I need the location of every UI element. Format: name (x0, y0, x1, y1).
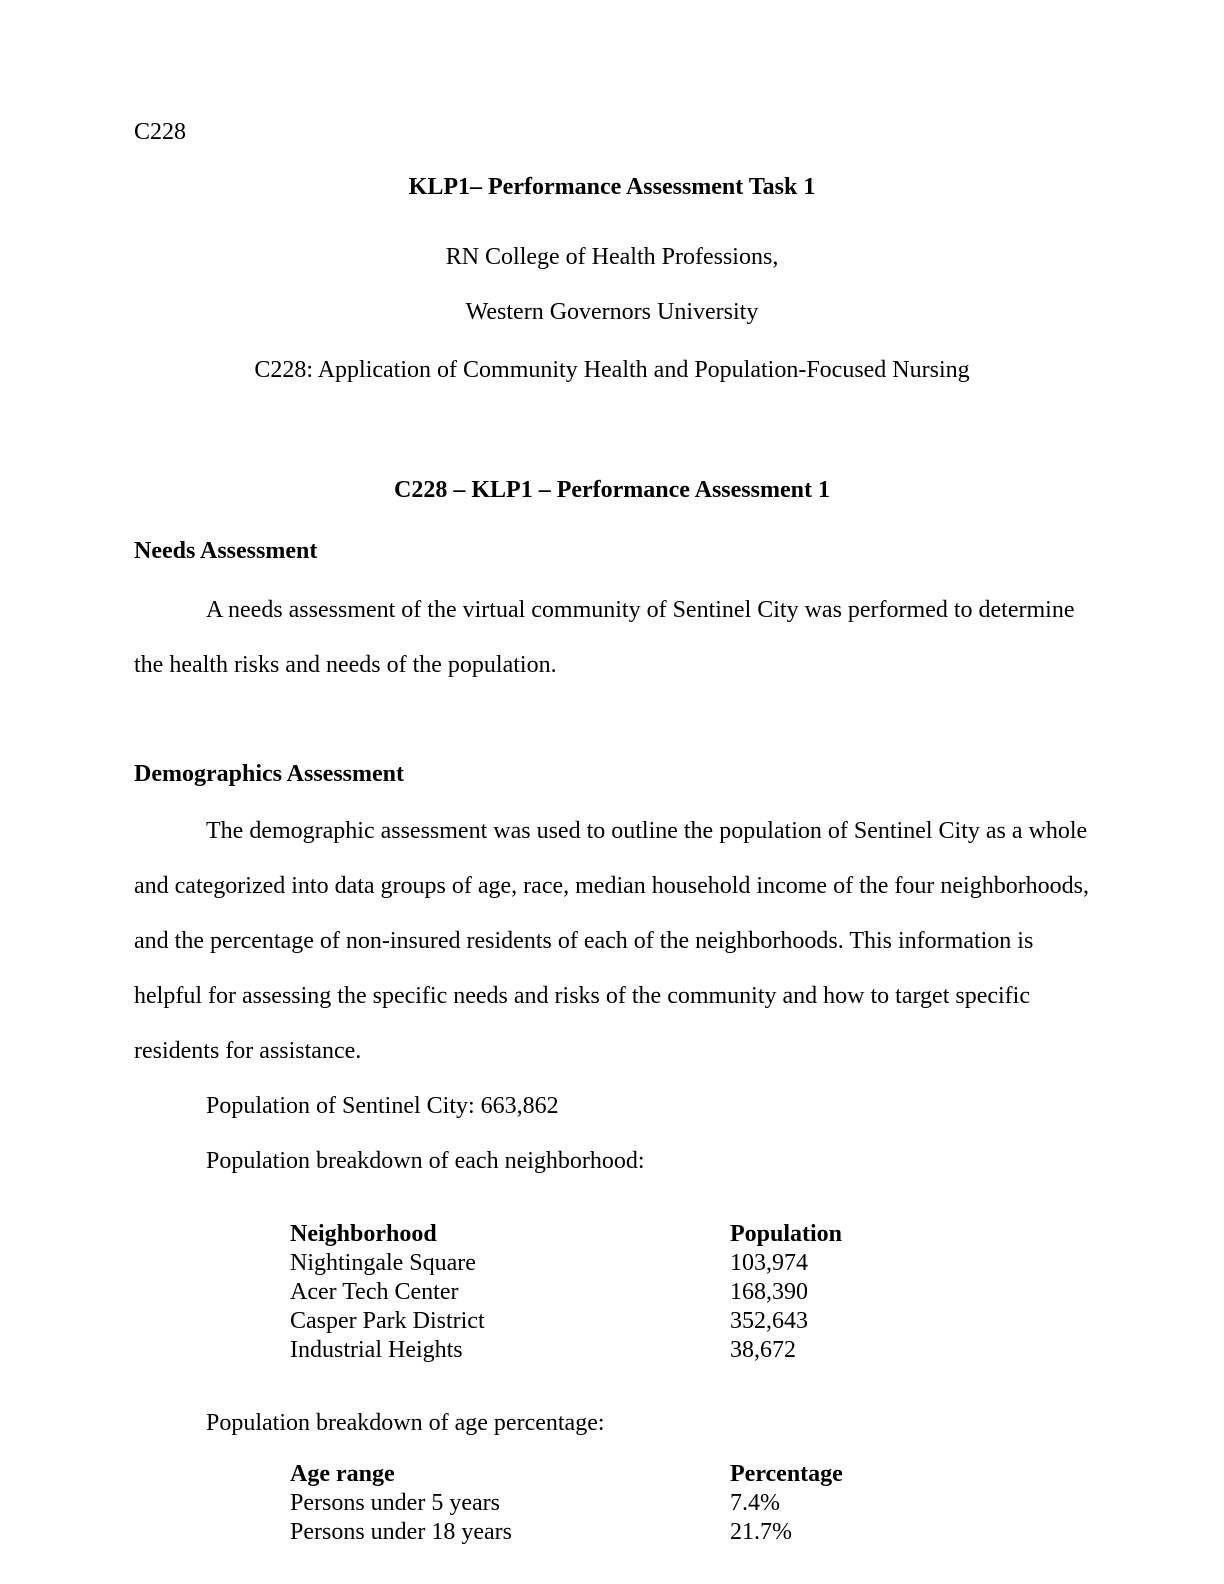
age-percentage-table (290, 1460, 1090, 1547)
table-row (290, 1278, 1090, 1307)
neighborhood-population: 38,672 (730, 1337, 796, 1363)
column-header-population: Population (730, 1221, 843, 1247)
neighborhood-name: Acer Tech Center (290, 1279, 459, 1305)
needs-assessment-paragraph: A needs assessment of the virtual community of Sentinel City was performed to determine the health risks and needs of the population. (134, 597, 1075, 678)
affiliation-line-1: RN College of Health Professions, (445, 244, 779, 270)
neighborhood-name: Casper Park District (290, 1308, 485, 1334)
table-row (290, 1489, 1090, 1518)
neighborhood-breakdown-intro: Population breakdown of each neighborhood: (206, 1148, 645, 1174)
needs-assessment-heading: Needs Assessment (134, 538, 318, 564)
document-title: KLP1– Performance Assessment Task 1 (408, 174, 816, 200)
age-range: Persons under 5 years (290, 1490, 500, 1516)
table-row (290, 1518, 1090, 1547)
age-breakdown-intro: Population breakdown of age percentage: (206, 1410, 605, 1436)
age-percentage: 7.4% (730, 1490, 780, 1516)
neighborhood-population: 103,974 (730, 1250, 808, 1276)
table-header-row (290, 1460, 1090, 1489)
column-header-percentage: Percentage (730, 1461, 843, 1487)
demographics-assessment-heading: Demographics Assessment (134, 761, 404, 787)
age-percentage: 21.7% (730, 1519, 792, 1545)
population-total-line: Population of Sentinel City: 663,862 (206, 1093, 559, 1119)
table-row (290, 1249, 1090, 1278)
age-range: Persons under 18 years (290, 1519, 512, 1545)
table-row (290, 1307, 1090, 1336)
table-row (290, 1336, 1090, 1365)
course-title-line: C228: Application of Community Health and Population-Focused Nursing (254, 357, 970, 383)
column-header-age-range: Age range (290, 1461, 395, 1487)
neighborhood-population: 168,390 (730, 1279, 808, 1305)
section-title: C228 – KLP1 – Performance Assessment 1 (394, 477, 830, 503)
demographics-assessment-paragraph: The demographic assessment was used to outline the population of Sentinel City as a whole and categorized into data groups of age, race, median household income of the four neighborhoods, and the percentage of non-insured residents of each of the neighborhoods. This information is helpful for assessing the specific needs and risks of the community and how to target specific residents for assistance. (134, 818, 1090, 1064)
table-header-row (290, 1220, 1090, 1249)
neighborhood-population: 352,643 (730, 1308, 808, 1334)
affiliation-line-2: Western Governors University (465, 299, 759, 325)
running-head-course-code: C228 (134, 119, 187, 145)
neighborhood-name: Industrial Heights (290, 1337, 463, 1363)
column-header-neighborhood: Neighborhood (290, 1221, 437, 1247)
neighborhood-population-table (290, 1220, 1090, 1365)
neighborhood-name: Nightingale Square (290, 1250, 476, 1276)
